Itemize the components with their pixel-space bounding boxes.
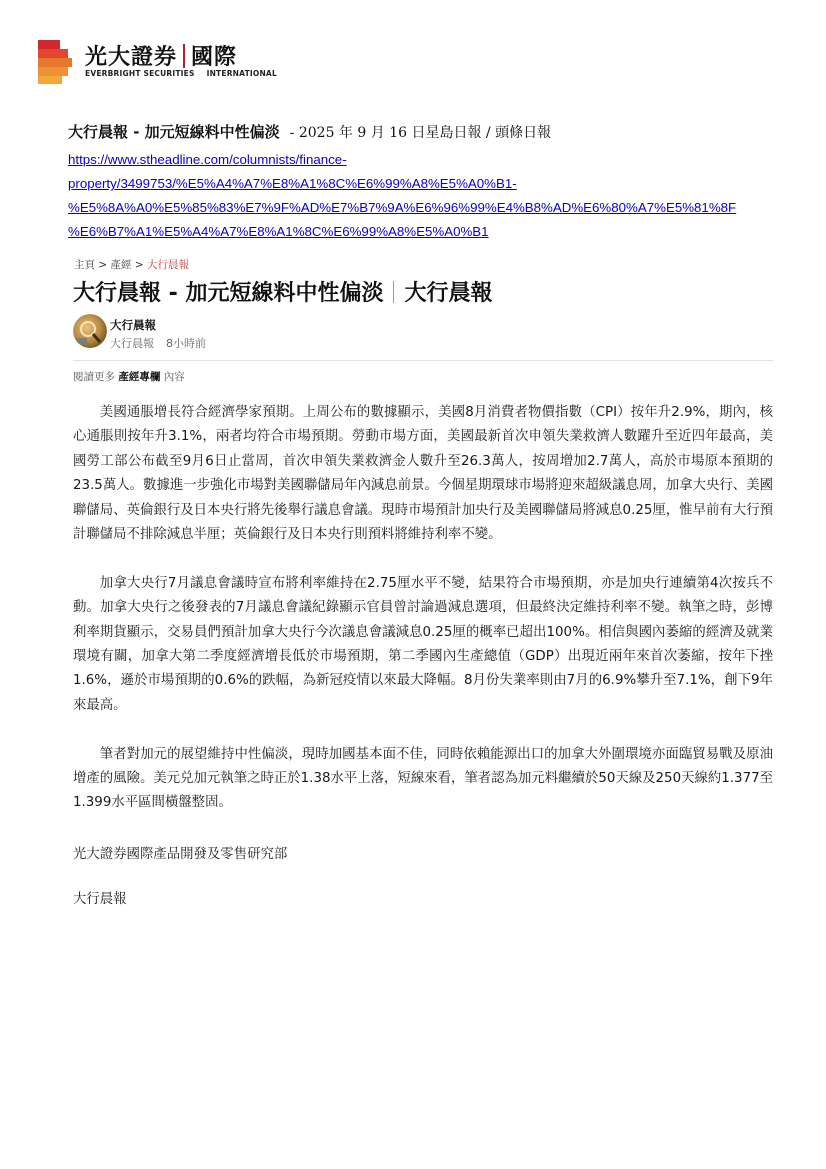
paragraph: 美國通脹增長符合經濟學家預期。上周公布的數據顯示，美國8月消費者物價指數（CPI）按年升2.9%，期內，核心通脹則按年升3.1%，兩者均符合市場預期。勞動市場方面，美國最新首次申領失業救濟人數躍升至近四年最高，美國勞工部公布截至9月6日止當周，首次申領失業救濟金人數升至26.3萬人，按周增加2.7萬人，高於市場原本預期的23.5萬人。數據進一步強化市場對美國聯儲局年內減息前景。今個星期環球市場將迎來超級議息周，加拿大央行、美國聯儲局、英倫銀行及日本央行將先後舉行議息會議。現時市場預計加央行及美國聯儲局將減息0.25厘，惟早前有大行預計聯儲局不排除減息半厘；英倫銀行及日本央行則預料將維持利率不變。 xyxy=(73,405,773,543)
paragraph: 加拿大央行7月議息會議時宣布將利率維持在2.75厘水平不變，結果符合市場預期，亦是加央行連續第4次按兵不動。加拿大央行之後發表的7月議息會議紀錄顯示官員曾討論過減息選項，但最終決定維持利率不變。執筆之時，彭博利率期貨顯示，交易員們預計加拿大央行今次議息會議減息0.25厘的概率已超出100%。相信與國內萎縮的經濟及就業環境有關，加拿大第二季度經濟增長低於市場預期，第二季國內生產總值（GDP）出現近兩年來首次萎縮，按年下挫1.6%，遜於市場預期的0.6%的跌幅，為新冠疫情以來最大降幅。8月份失業率則由7月的6.9%攀升至7.1%，創下9年來最高。 xyxy=(73,575,774,713)
company-logo xyxy=(38,40,278,84)
breadcrumb-home[interactable]: 主頁 xyxy=(74,259,95,271)
publish-time: 8小時前 xyxy=(166,337,206,350)
url-line[interactable]: %E5%8A%A0%E5%85%83%E7%9F%AD%E7%B7%9A%E6%96%99%E4%B8%AD%E6%80%A7%E5%81%8F xyxy=(68,200,737,215)
url-line[interactable]: property/3499753/%E5%A4%A7%E8%A1%8C%E6%99%A8%E5%A0%B1- xyxy=(68,176,517,191)
url-line[interactable]: %E6%B7%A1%E5%A4%A7%E8%A1%8C%E6%99%A8%E5%A0%B1 xyxy=(68,224,489,239)
read-more-suffix: 內容 xyxy=(163,371,185,383)
breadcrumb-separator: > xyxy=(98,259,108,271)
read-more xyxy=(73,369,185,384)
article-body xyxy=(73,401,773,840)
article-title xyxy=(73,276,492,307)
author-name[interactable]: 大行晨報 xyxy=(110,318,156,332)
article-title-column: 大行晨報 xyxy=(404,281,493,306)
logo-divider xyxy=(183,44,185,68)
article-title-main: 大行晨報 - 加元短線料中性偏淡 xyxy=(73,281,384,306)
logo-english-name xyxy=(85,69,277,78)
logo-en-left: EVERBRIGHT SECURITIES xyxy=(85,69,195,78)
breadcrumb-separator: > xyxy=(134,259,144,271)
avatar[interactable] xyxy=(73,314,107,348)
breadcrumb xyxy=(74,257,189,272)
headline-title: 大行晨報 - 加元短線料中性偏淡 xyxy=(68,123,280,141)
author-meta xyxy=(110,335,206,351)
logo-cn-left: 光大證券 xyxy=(85,45,178,70)
breadcrumb-current[interactable]: 大行晨報 xyxy=(147,259,189,271)
logo-chinese-name xyxy=(85,40,237,71)
read-more-prefix: 閱讀更多 xyxy=(73,371,115,383)
read-more-link[interactable]: 產經專欄 xyxy=(118,371,161,383)
document-headline xyxy=(68,121,551,142)
url-line[interactable]: https://www.stheadline.com/columnists/finance- xyxy=(68,152,347,167)
headline-source: - 2025 年 9 月 16 日星島日報 / 頭條日報 xyxy=(289,125,552,141)
logo-en-right: INTERNATIONAL xyxy=(206,69,277,78)
author-column: 大行晨報 xyxy=(110,337,154,350)
logo-cn-right: 國際 xyxy=(191,45,238,70)
author-block xyxy=(73,314,773,356)
research-department: 光大證券國際產品開發及零售研究部 xyxy=(73,847,288,862)
everbright-logo-icon xyxy=(38,40,72,84)
title-divider xyxy=(393,281,394,303)
paragraph: 筆者對加元的展望維持中性偏淡，現時加國基本面不佳，同時依賴能源出口的加拿大外圍環境亦面臨貿易戰及原油增產的風險。美元兑加元執筆之時正於1.38水平上落，短線來看，筆者認為加元料繼續於50天線及250天線約1.377至1.399水平區間橫盤整固。 xyxy=(73,746,773,811)
signoff: 大行晨報 xyxy=(73,892,127,907)
breadcrumb-section[interactable]: 產經 xyxy=(110,259,132,271)
divider xyxy=(73,360,773,361)
article-url-link[interactable] xyxy=(68,148,778,244)
